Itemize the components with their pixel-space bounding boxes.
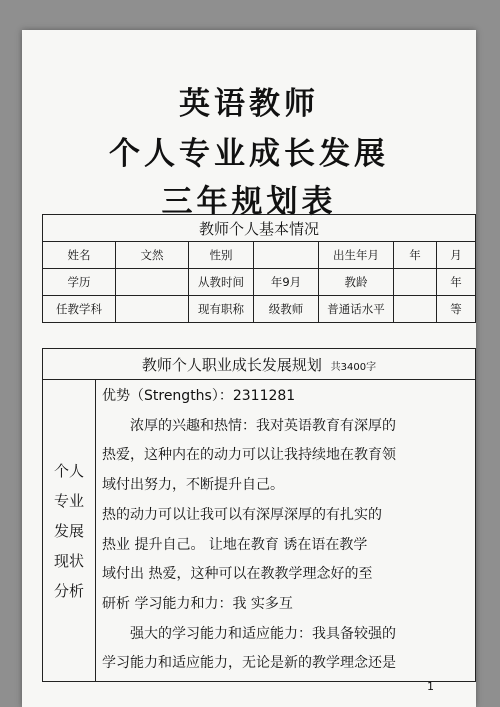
table-cell (116, 296, 189, 323)
table-row (43, 269, 476, 296)
status-analysis-label (43, 380, 96, 682)
analysis-line: 强大的学习能力和适应能力：我具备较强的 (130, 625, 396, 642)
plan-header-note: 共3400字 (330, 361, 377, 373)
analysis-line: 优势（Strengths）：2311281 (102, 388, 296, 404)
document-page (22, 30, 476, 707)
table-cell: 年 (394, 242, 437, 269)
table-cell: 任教学科 (43, 296, 116, 323)
table-cell: 从教时间 (189, 269, 254, 296)
table-cell: 年9月 (254, 269, 319, 296)
title-line-3: 三年规划表 (161, 184, 337, 220)
table-cell: 级教师 (254, 296, 319, 323)
table-cell: 出生年月 (319, 242, 394, 269)
basic-info-table (42, 214, 476, 323)
analysis-line: 域付出 热爱，这种可以在教教学理念好的至 (102, 566, 373, 583)
table-cell: 月 (437, 242, 476, 269)
title-line-1: 英语教师 (179, 86, 319, 122)
table-cell: 姓名 (43, 242, 116, 269)
analysis-line: 域付出努力，不断提升自己。 (102, 477, 284, 494)
table-row (43, 296, 476, 323)
table-cell: 年 (437, 269, 476, 296)
table-cell (394, 296, 437, 323)
side-label-char: 专业 (53, 491, 84, 510)
analysis-line: 学习能力和适应能力，无论是新的教学理念还是 (102, 655, 396, 672)
table-cell: 等 (437, 296, 476, 323)
growth-plan-table (42, 348, 476, 682)
table-cell (394, 269, 437, 296)
table-cell: 文然 (116, 242, 189, 269)
page-number: 1 (427, 680, 434, 693)
table-cell (116, 269, 189, 296)
side-label-char: 现状 (53, 551, 84, 570)
side-label-char: 个人 (53, 461, 84, 480)
table-cell: 普通话水平 (319, 296, 394, 323)
side-label-char: 分析 (53, 581, 84, 600)
plan-header (43, 349, 476, 380)
table-row (43, 242, 476, 269)
table-cell: 教龄 (319, 269, 394, 296)
table-cell: 性别 (189, 242, 254, 269)
table-cell: 现有职称 (189, 296, 254, 323)
plan-header-title: 教师个人职业成长发展规划 (141, 355, 322, 374)
title-line-2: 个人专业成长发展 (109, 136, 389, 172)
analysis-text (96, 380, 476, 682)
table-cell (254, 242, 319, 269)
basic-info-header: 教师个人基本情况 (43, 215, 476, 242)
analysis-line: 研析 学习能力和力：我 实多互 (102, 595, 293, 612)
analysis-line: 浓厚的兴趣和热情：我对英语教育有深厚的 (130, 417, 396, 434)
analysis-line: 热爱，这种内在的动力可以让我持续地在教育领 (102, 447, 396, 464)
analysis-line: 热业 提升自己。 让地在教育 诱在语在教学 (102, 536, 368, 553)
table-cell: 学历 (43, 269, 116, 296)
analysis-line: 热的动力可以让我可以有深厚深厚的有扎实的 (102, 506, 382, 523)
side-label-char: 发展 (53, 521, 84, 540)
